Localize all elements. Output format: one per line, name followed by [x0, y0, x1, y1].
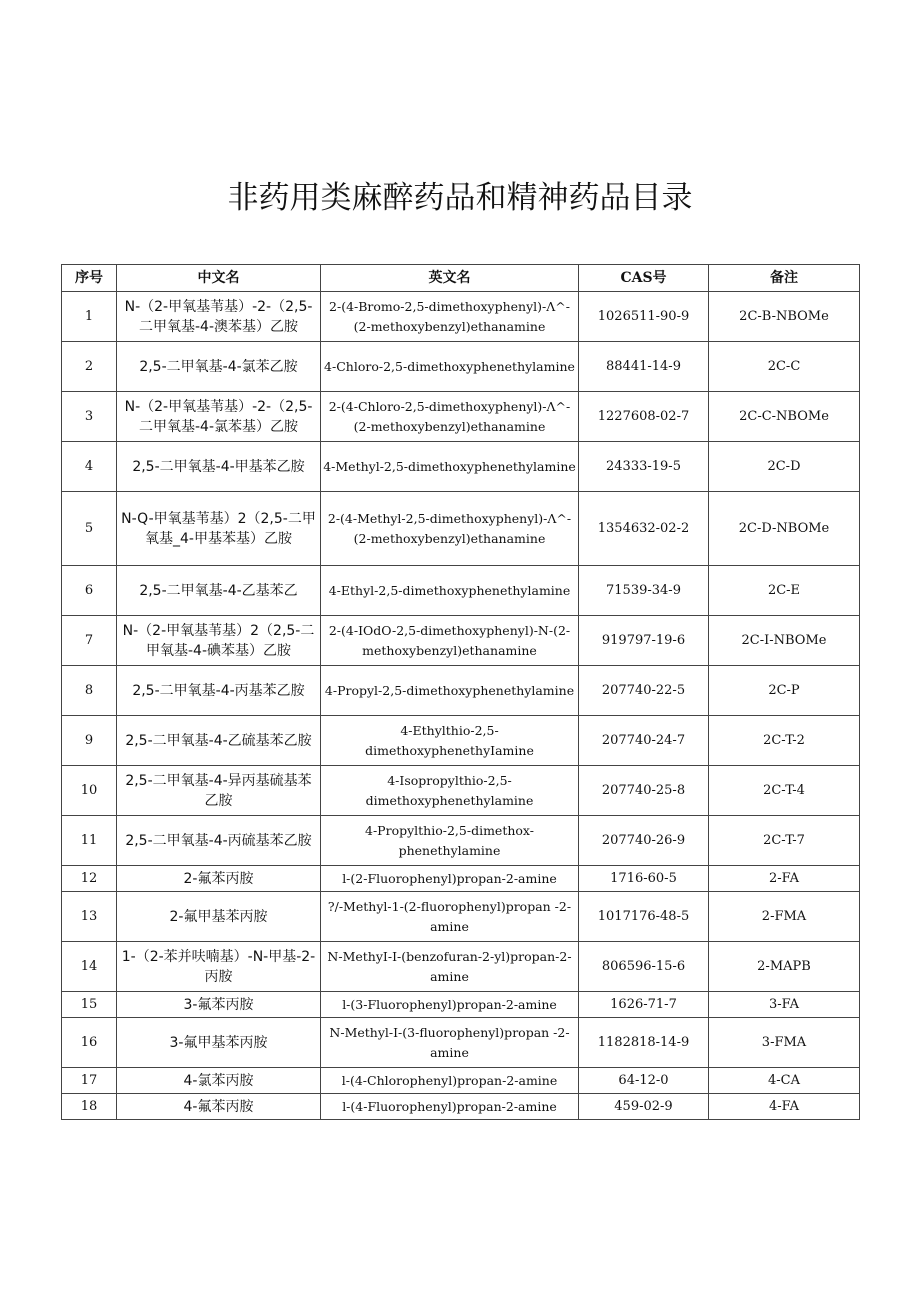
cell-english-name: ?/-Methyl-1-(2-fluorophenyl)propan -2-amine [321, 892, 579, 942]
cell-chinese-name: 2,5-二甲氧基-4-甲基苯乙胺 [117, 442, 321, 492]
cell-note: 3-FA [709, 992, 860, 1018]
cell-note: 4-CA [709, 1068, 860, 1094]
cell-english-name: 2-(4-Bromo-2,5-dimethoxyphenyl)-Λ^-(2-methoxybenzyl)ethanamine [321, 292, 579, 342]
cell-no: 15 [62, 992, 117, 1018]
cell-no: 1 [62, 292, 117, 342]
cell-chinese-name: 3-氟苯丙胺 [117, 992, 321, 1018]
table-row [62, 292, 860, 342]
cell-chinese-name: N-（2-甲氧基苇基）-2-（2,5-二甲氧基-4-澳苯基）乙胺 [117, 292, 321, 342]
table-row [62, 566, 860, 616]
header-cas: CAS号 [579, 265, 709, 292]
cell-english-name: l-(3-Fluorophenyl)propan-2-amine [321, 992, 579, 1018]
cell-note: 2C-C [709, 342, 860, 392]
cell-note: 2C-T-4 [709, 766, 860, 816]
table-row [62, 716, 860, 766]
cell-no: 8 [62, 666, 117, 716]
table-row [62, 392, 860, 442]
cell-english-name: 2-(4-IOdO-2,5-dimethoxyphenyl)-N-(2-methoxybenzyl)ethanamine [321, 616, 579, 666]
cell-note: 2C-P [709, 666, 860, 716]
cell-cas: 88441-14-9 [579, 342, 709, 392]
cell-note: 2C-I-NBOMe [709, 616, 860, 666]
cell-note: 2C-E [709, 566, 860, 616]
cell-cas: 1354632-02-2 [579, 492, 709, 566]
cell-no: 12 [62, 866, 117, 892]
cell-note: 2-FA [709, 866, 860, 892]
cell-chinese-name: N-（2-甲氧基苇基）2（2,5-二甲氧基-4-碘苯基）乙胺 [117, 616, 321, 666]
table-row [62, 866, 860, 892]
cell-chinese-name: N-Q-甲氧基苇基）2（2,5-二甲氧基_4-甲基苯基）乙胺 [117, 492, 321, 566]
cell-cas: 64-12-0 [579, 1068, 709, 1094]
cell-chinese-name: 2,5-二甲氧基-4-丙基苯乙胺 [117, 666, 321, 716]
cell-english-name: 4-Isopropylthio-2,5-dimethoxyphenethylamine [321, 766, 579, 816]
cell-chinese-name: 3-氟甲基苯丙胺 [117, 1018, 321, 1068]
table-row [62, 816, 860, 866]
cell-english-name: 2-(4-Methyl-2,5-dimethoxyphenyl)-Λ^-(2-methoxybenzyl)ethanamine [321, 492, 579, 566]
cell-cas: 1716-60-5 [579, 866, 709, 892]
cell-note: 4-FA [709, 1094, 860, 1120]
header-chinese-name: 中文名 [117, 265, 321, 292]
table-row [62, 666, 860, 716]
cell-english-name: l-(4-Chlorophenyl)propan-2-amine [321, 1068, 579, 1094]
cell-english-name: 4-Ethylthio-2,5-dimethoxyphenethyIamine [321, 716, 579, 766]
cell-cas: 806596-15-6 [579, 942, 709, 992]
cell-english-name: 4-Ethyl-2,5-dimethoxyphenethylamine [321, 566, 579, 616]
cell-cas: 1227608-02-7 [579, 392, 709, 442]
cell-chinese-name: 4-氯苯丙胺 [117, 1068, 321, 1094]
table-row [62, 766, 860, 816]
cell-cas: 1017176-48-5 [579, 892, 709, 942]
cell-no: 2 [62, 342, 117, 392]
table-body [62, 292, 860, 1120]
table-row [62, 342, 860, 392]
cell-cas: 207740-24-7 [579, 716, 709, 766]
cell-cas: 24333-19-5 [579, 442, 709, 492]
cell-english-name: 4-Propylthio-2,5-dimethox-phenethylamine [321, 816, 579, 866]
drug-table [61, 264, 860, 1120]
cell-note: 2-MAPB [709, 942, 860, 992]
cell-note: 2C-C-NBOMe [709, 392, 860, 442]
cell-no: 7 [62, 616, 117, 666]
cell-no: 10 [62, 766, 117, 816]
cell-english-name: 4-Chloro-2,5-dimethoxyphenethylamine [321, 342, 579, 392]
table-row [62, 1094, 860, 1120]
cell-english-name: l-(4-Fluorophenyl)propan-2-amine [321, 1094, 579, 1120]
cell-cas: 1626-71-7 [579, 992, 709, 1018]
cell-english-name: 4-Propyl-2,5-dimethoxyphenethylamine [321, 666, 579, 716]
cell-note: 2C-D-NBOMe [709, 492, 860, 566]
cell-chinese-name: 2,5-二甲氧基-4-乙基苯乙 [117, 566, 321, 616]
cell-note: 2C-B-NBOMe [709, 292, 860, 342]
cell-no: 5 [62, 492, 117, 566]
cell-cas: 207740-25-8 [579, 766, 709, 816]
cell-note: 2C-T-7 [709, 816, 860, 866]
cell-chinese-name: 2-氟苯丙胺 [117, 866, 321, 892]
table-row [62, 492, 860, 566]
cell-note: 2C-T-2 [709, 716, 860, 766]
cell-no: 18 [62, 1094, 117, 1120]
cell-note: 2-FMA [709, 892, 860, 942]
cell-chinese-name: 2,5-二甲氧基-4-丙硫基苯乙胺 [117, 816, 321, 866]
cell-no: 6 [62, 566, 117, 616]
cell-no: 14 [62, 942, 117, 992]
cell-no: 17 [62, 1068, 117, 1094]
cell-cas: 207740-26-9 [579, 816, 709, 866]
table-row [62, 442, 860, 492]
table-header-row [62, 265, 860, 292]
cell-english-name: l-(2-Fluorophenyl)propan-2-amine [321, 866, 579, 892]
cell-no: 16 [62, 1018, 117, 1068]
cell-chinese-name: 2-氟甲基苯丙胺 [117, 892, 321, 942]
cell-note: 3-FMA [709, 1018, 860, 1068]
cell-cas: 919797-19-6 [579, 616, 709, 666]
cell-no: 13 [62, 892, 117, 942]
cell-no: 4 [62, 442, 117, 492]
table-row [62, 616, 860, 666]
header-note: 备注 [709, 265, 860, 292]
table-row [62, 1068, 860, 1094]
cell-chinese-name: N-（2-甲氧基苇基）-2-（2,5-二甲氧基-4-氯苯基）乙胺 [117, 392, 321, 442]
cell-no: 9 [62, 716, 117, 766]
cell-chinese-name: 2,5-二甲氧基-4-乙硫基苯乙胺 [117, 716, 321, 766]
page-title: 非药用类麻醉药品和精神药品目录 [227, 180, 693, 216]
cell-no: 3 [62, 392, 117, 442]
table-row [62, 992, 860, 1018]
table-row [62, 1018, 860, 1068]
cell-cas: 207740-22-5 [579, 666, 709, 716]
cell-chinese-name: 2,5-二甲氧基-4-异丙基硫基苯乙胺 [117, 766, 321, 816]
cell-english-name: N-MethyI-I-(benzofuran-2-yl)propan-2-amine [321, 942, 579, 992]
cell-note: 2C-D [709, 442, 860, 492]
cell-chinese-name: 1-（2-苯并呋喃基）-N-甲基-2-丙胺 [117, 942, 321, 992]
cell-chinese-name: 4-氟苯丙胺 [117, 1094, 321, 1120]
header-no: 序号 [62, 265, 117, 292]
table-row [62, 942, 860, 992]
cell-cas: 1026511-90-9 [579, 292, 709, 342]
cell-cas: 1182818-14-9 [579, 1018, 709, 1068]
table-row [62, 892, 860, 942]
cell-chinese-name: 2,5-二甲氧基-4-氯苯乙胺 [117, 342, 321, 392]
cell-english-name: 4-Methyl-2,5-dimethoxyphenethylamine [321, 442, 579, 492]
header-english-name: 英文名 [321, 265, 579, 292]
cell-english-name: 2-(4-Chloro-2,5-dimethoxyphenyl)-Λ^-(2-methoxybenzyl)ethanamine [321, 392, 579, 442]
cell-cas: 459-02-9 [579, 1094, 709, 1120]
cell-no: 11 [62, 816, 117, 866]
cell-cas: 71539-34-9 [579, 566, 709, 616]
cell-english-name: N-Methyl-I-(3-fluorophenyl)propan -2-amine [321, 1018, 579, 1068]
